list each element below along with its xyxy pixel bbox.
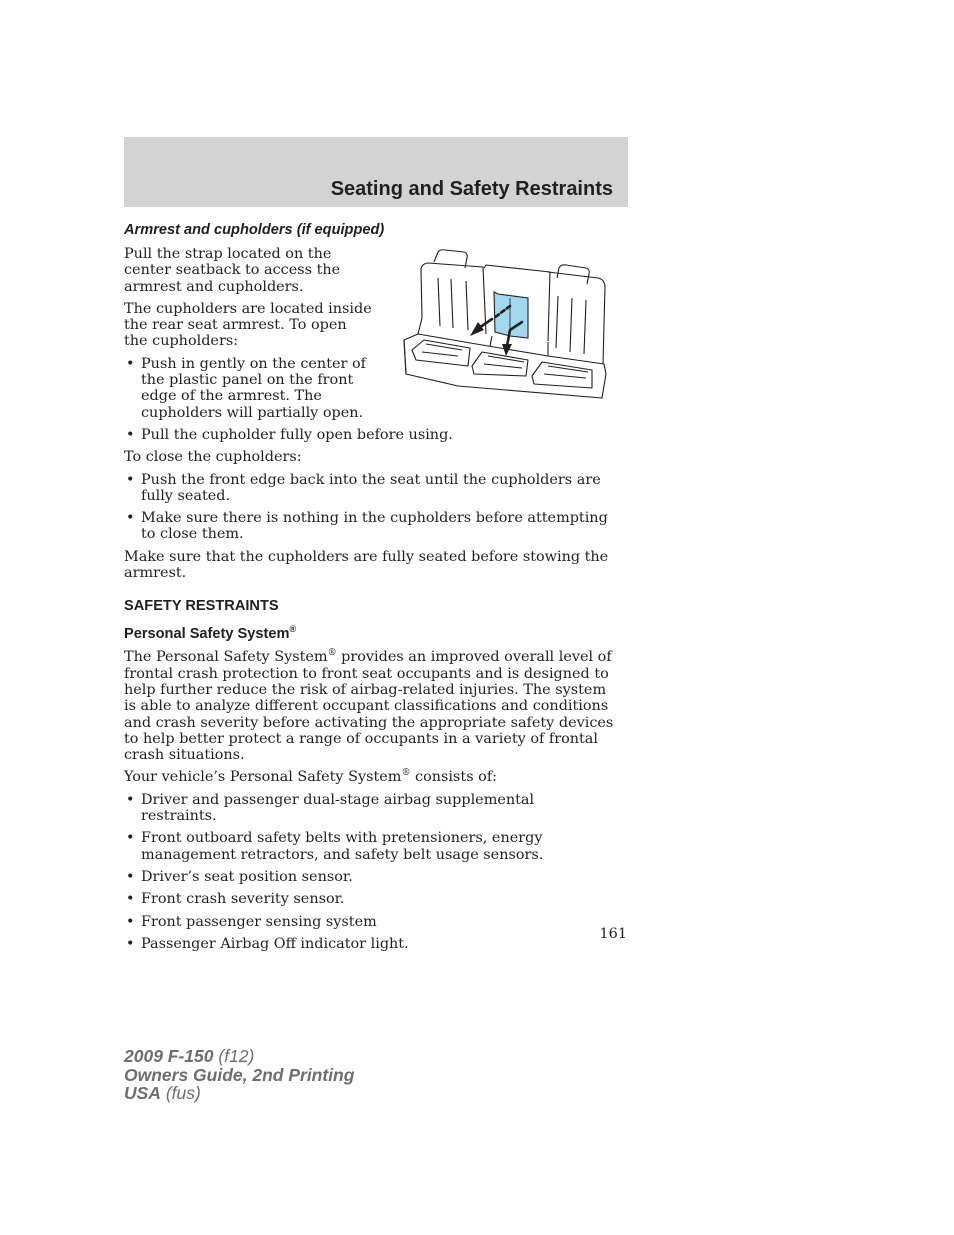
close-cupholder-list [124, 472, 614, 543]
list-item: • Driver and passenger dual-stage airbag supplemental restraints. [124, 792, 614, 825]
close-intro: To close the cupholders: [124, 449, 302, 466]
list-item: • Pull the cupholder fully open before using. [124, 427, 614, 443]
open-cupholder-list [124, 356, 614, 443]
list-item: • Passenger Airbag Off indicator light. [124, 936, 614, 952]
list-item: • Push the front edge back into the seat until the cupholders are fully seated. [124, 472, 614, 505]
page-number: 161 [599, 926, 627, 942]
list-item: • Front passenger sensing system [124, 914, 614, 930]
footer-line-1: 2009 F-150 (f12) [124, 1046, 255, 1066]
personal-safety-system-heading: Personal Safety System® [124, 624, 297, 643]
page-content [124, 220, 614, 958]
section-title: Seating and Safety Restraints [330, 178, 613, 200]
armrest-paragraph-1: Pull the strap located on the center seatback to access the armrest and cupholders. [124, 246, 341, 295]
armrest-heading: Armrest and cupholders (if equipped) [124, 222, 385, 238]
list-item: • Front crash severity sensor. [124, 891, 614, 907]
footer-line-2: Owners Guide, 2nd Printing [124, 1064, 355, 1085]
safety-system-components-list [124, 792, 614, 952]
list-item: • Push in gently on the center of the plastic panel on the front edge of the armrest. The cupholders will partially open. [124, 356, 389, 421]
footer-line-3: USA (fus) [124, 1083, 201, 1103]
list-item: • Front outboard safety belts with pretensioners, energy management retractors, and safety belt usage sensors. [124, 830, 614, 863]
document-footer [124, 1047, 354, 1103]
safety-restraints-heading: SAFETY RESTRAINTS [124, 598, 279, 615]
list-item: • Driver’s seat position sensor. [124, 869, 614, 885]
armrest-paragraph-3: Make sure that the cupholders are fully seated before stowing the armrest. [124, 548, 609, 582]
safety-paragraph-2: Your vehicle’s Personal Safety System® consists of: [124, 768, 497, 786]
safety-paragraph-1: The Personal Safety System® provides an improved overall level of frontal crash protection to front seat occupants and is designed to help further reduce the risk of airbag-related injuries. The system is able to analyze different occupant classifications and conditions and crash severity before activating the appropriate safety devices to help better protect a range of occupants in a variety of frontal crash situations. [124, 648, 614, 764]
armrest-paragraph-2: The cupholders are located inside the rear seat armrest. To open the cupholders: [124, 300, 372, 350]
list-item: • Make sure there is nothing in the cupholders before attempting to close them. [124, 510, 614, 543]
section-header-band [124, 137, 628, 207]
